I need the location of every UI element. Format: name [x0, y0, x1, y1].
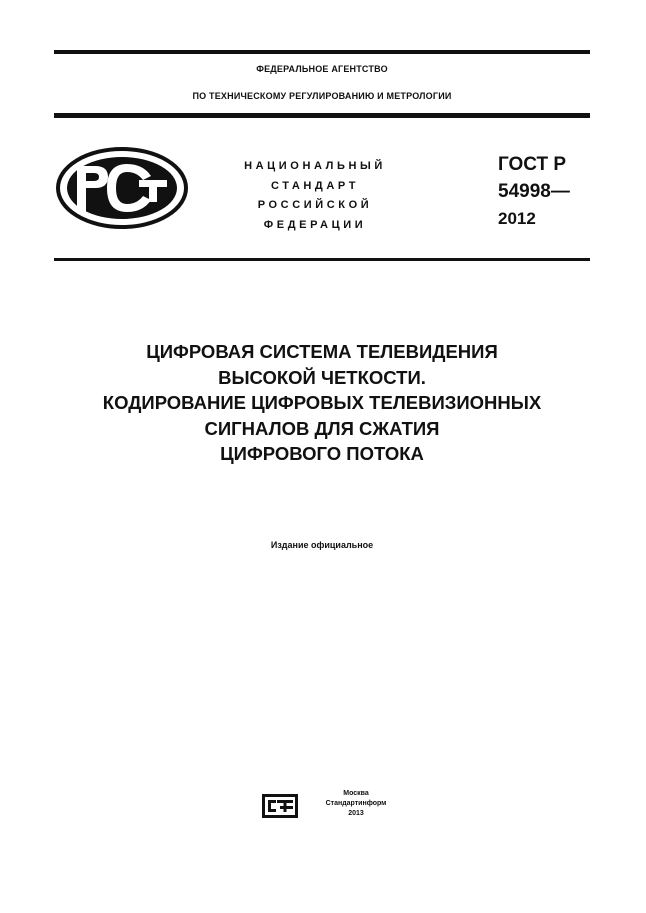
gost-designation [498, 151, 570, 232]
standard-type-line: СТАНДАРТ [270, 179, 360, 192]
title-line: ЦИФРОВОГО ПОТОКА [220, 443, 424, 464]
rst-certification-mark-icon [55, 146, 189, 230]
standard-type-line: ФЕДЕРАЦИИ [263, 218, 367, 231]
middle-rule [54, 113, 590, 118]
agency-line-2: ПО ТЕХНИЧЕСКОМУ РЕГУЛИРОВАНИЮ И МЕТРОЛОГИИ [192, 91, 452, 101]
title-line: СИГНАЛОВ ДЛЯ СЖАТИЯ [204, 417, 440, 439]
standartinform-logo-icon [262, 794, 298, 818]
standard-type-line: РОССИЙСКОЙ [257, 199, 373, 211]
top-rule [54, 50, 590, 54]
gost-year: 2012 [498, 209, 536, 228]
gost-prefix: ГОСТ Р [498, 154, 567, 175]
gost-number: 54998— [498, 181, 570, 202]
publisher-name: Стандартинформ [325, 800, 387, 807]
standard-type [225, 157, 405, 235]
title-line: ВЫСОКОЙ ЧЕТКОСТИ. [218, 366, 426, 388]
publisher-city: Москва [343, 790, 369, 797]
publisher-info [306, 789, 406, 819]
document-title [54, 339, 590, 467]
standard-type-line: НАЦИОНАЛЬНЫЙ [244, 160, 386, 172]
bottom-rule [54, 258, 590, 261]
publisher-year: 2013 [348, 810, 364, 817]
title-line: ЦИФРОВАЯ СИСТЕМА ТЕЛЕВИДЕНИЯ [146, 341, 498, 362]
title-line: КОДИРОВАНИЕ ЦИФРОВЫХ ТЕЛЕВИЗИОННЫХ [102, 392, 542, 413]
agency-line-1: ФЕДЕРАЛЬНОЕ АГЕНТСТВО [256, 64, 388, 74]
edition-note: Издание официальное [270, 540, 374, 550]
